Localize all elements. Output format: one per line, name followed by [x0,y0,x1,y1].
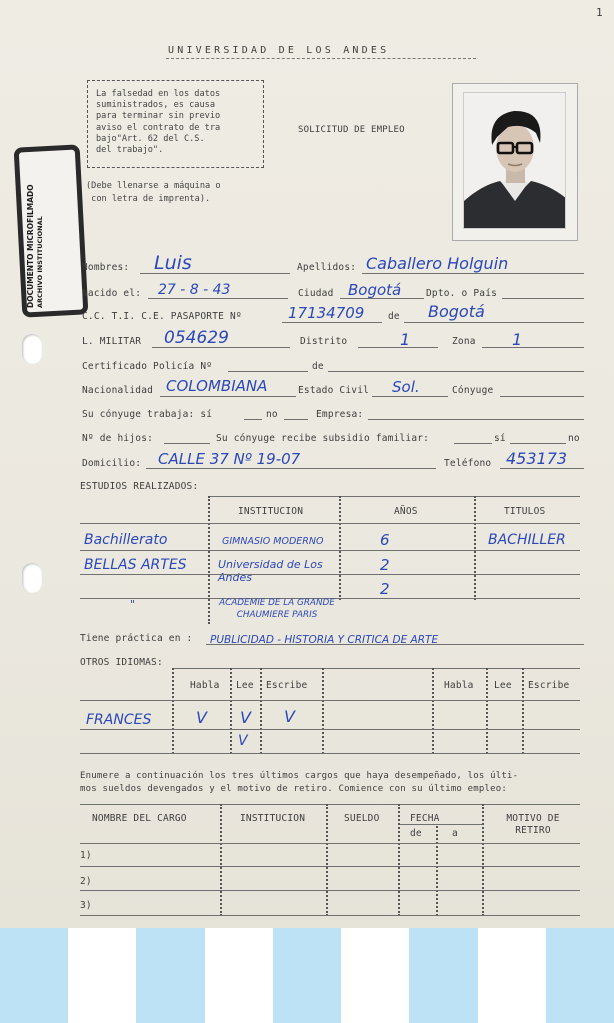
zona-line [482,347,584,348]
domicilio-value: CALLE 37 Nº 19-07 [158,450,301,468]
nacionalidad-label: Nacionalidad [82,385,154,396]
idiomas-header-lee-2: Lee [494,680,512,691]
punch-hole-bottom [22,563,42,593]
idiomas-row-1-habla: V [196,708,207,727]
apellidos-label: Apellidos: [297,262,357,273]
empresa-line [368,419,584,420]
cargos-col-divider-4 [482,804,484,916]
idiomas-row-1-rule [80,729,580,730]
stripe [205,928,273,1023]
cargos-fecha-rule [400,824,482,825]
nombres-value: Luis [154,252,192,274]
cargos-intro-line-1: Enumere a continuación los tres últimos cargos que haya desempeñado, los últi- [80,771,519,781]
nacido-value: 27 - 8 - 43 [158,282,231,298]
nacido-label: Nacido el: [82,288,142,299]
cargos-header-rule [80,843,580,844]
idiomas-col-divider-3 [260,668,262,754]
estudios-row-2-rule [80,574,580,575]
cargos-row-1: 1) [80,850,92,861]
cargos-header-nombre: NOMBRE DEL CARGO [92,813,187,824]
cargos-row-3-rule [80,915,580,916]
cargos-header-institucion: INSTITUCION [240,813,306,824]
conyuge-label: Cónyuge [452,385,494,396]
idiomas-header-rule [80,700,580,701]
cargos-row-1-rule [80,866,580,867]
idiomas-header-habla-2: Habla [444,680,474,691]
cargos-header-sueldo: SUELDO [344,813,380,824]
idiomas-header-escribe-1: Escribe [266,680,308,691]
distrito-value: 1 [400,330,411,349]
zona-value: 1 [512,330,523,349]
documento-value: 17134709 [288,304,365,322]
estado-civil-value: Sol. [392,378,420,396]
cargos-row-2: 2) [80,876,92,887]
nombres-label: Nombres: [82,262,130,273]
ciudad-value: Bogotá [348,281,402,299]
conyuge-trabaja-label: Su cónyuge trabaja: sí [82,409,213,420]
estudios-top-rule [208,496,580,497]
estudios-row-2-anos: 2 [380,556,390,574]
estudios-heading: ESTUDIOS REALIZADOS: [80,481,199,492]
form-title: SOLICITUD DE EMPLEO [298,125,405,135]
cargos-fecha-a: a [452,828,458,839]
stripe [273,928,341,1023]
certificado-label: Certificado Policía Nº [82,361,213,372]
estudios-col-divider-3 [474,496,476,600]
estado-civil-line [372,396,448,397]
idiomas-col-divider-7 [522,668,524,754]
microfilm-stamp-text: DOCUMENTO MICROFILMADO ARCHIVO INSTITUCIONAL [26,184,44,308]
idiomas-heading: OTROS IDIOMAS: [80,657,163,668]
militar-label: L. MILITAR [82,336,142,347]
estudios-header-institucion: INSTITUCION [238,506,304,517]
zona-label: Zona [452,336,476,347]
conyuge-line [500,396,584,397]
conyuge-trabaja-si-line [244,419,262,420]
cargos-col-divider-2 [326,804,328,916]
hijos-line [164,443,210,444]
estudios-header-titulos: TITULOS [504,506,546,517]
cargos-header-fecha: FECHA [410,813,440,824]
idiomas-col-divider-1 [172,668,174,754]
apellidos-value: Caballero Holguin [366,254,509,273]
cargos-row-2-rule [80,890,580,891]
page-corner-mark: 1 [596,6,603,19]
telefono-label: Teléfono [444,458,492,469]
empresa-label: Empresa: [316,409,364,420]
documento-de-value: Bogotá [428,302,485,321]
estudios-col-divider-1 [208,496,210,624]
university-title: UNIVERSIDAD DE LOS ANDES [168,45,390,56]
cargos-col-divider-3 [398,804,400,916]
documento-label: C.C. T.I. C.E. PASAPORTE Nº [82,311,242,322]
idiomas-col-divider-5 [432,668,434,754]
estado-civil-label: Estado Civil [298,385,370,396]
subsidio-no-line [510,443,566,444]
stripe [0,928,68,1023]
apellidos-line [362,273,584,274]
estudios-row-1-anos: 6 [380,531,390,549]
conyuge-trabaja-no-line [284,419,308,420]
certificado-de-line [328,371,584,372]
hijos-label: Nº de hijos: [82,433,154,444]
documento-de-label: de [388,311,400,322]
stripe [136,928,204,1023]
subsidio-label: Su cónyuge recibe subsidio familiar: [216,433,430,444]
idiomas-row-1-lee: V [240,708,251,727]
subsidio-si-label: sí [494,433,506,444]
idiomas-header-escribe-2: Escribe [528,680,570,691]
telefono-value: 453173 [506,449,568,468]
cargos-header-motivo: MOTIVO DE RETIRO [506,813,560,836]
estudios-row-1-nivel: Bachillerato [84,532,168,548]
estudios-col-divider-2 [339,496,341,600]
certificado-line [228,371,308,372]
warning-text: La falsedad en los datos suministrados, es causa para terminar sin previo aviso el contrato de tra bajo"Art. 62 del C.S. del trabajo". [96,89,221,156]
practica-value: PUBLICIDAD - HISTORIA Y CRITICA DE ARTE [210,634,439,646]
domicilio-label: Domicilio: [82,458,142,469]
cargos-fecha-de: de [410,828,422,839]
documento-de-line [404,322,584,323]
subsidio-si-line [454,443,492,444]
estudios-row-2-nivel: BELLAS ARTES [84,557,187,573]
dpto-line [502,298,584,299]
militar-value: 054629 [164,328,229,348]
telefono-line [500,468,584,469]
idiomas-header-lee-1: Lee [236,680,254,691]
estudios-row-4-institucion: ACADEMIE DE LA GRANDE CHAUMIERE PARIS [219,598,335,620]
estudios-header-anos: AÑOS [394,506,418,517]
typewriter-note: (Debe llenarse a máquina o con letra de imprenta). [86,181,221,204]
cargos-col-divider-1 [220,804,222,916]
idiomas-col-divider-2 [230,668,232,754]
idiomas-col-divider-6 [486,668,488,754]
applicant-photo [463,92,566,229]
estudios-row-3-anos: 2 [380,580,390,598]
cargos-row-3: 3) [80,900,92,911]
cargos-col-divider-fecha [436,826,438,916]
cargos-top-rule [80,804,580,805]
idiomas-header-habla-1: Habla [190,680,220,691]
stripe [546,928,614,1023]
practica-label: Tiene práctica en : [80,633,193,644]
estudios-row-4-nivel: " [130,598,136,611]
idiomas-row-2-rule [80,753,580,754]
conyuge-trabaja-no-label: no [266,409,278,420]
nacionalidad-value: COLOMBIANA [166,377,268,395]
certificado-de-label: de [312,361,324,372]
stripe [68,928,136,1023]
estudios-row-2-institucion: Universidad de Los Andes [218,558,323,584]
striped-background-band [0,928,614,1023]
ciudad-label: Ciudad [298,288,334,299]
estudios-row-1-institucion: GIMNASIO MODERNO [222,536,324,547]
estudios-header-rule [80,523,580,524]
punch-hole-top [22,334,42,364]
nacionalidad-line [160,396,296,397]
idiomas-row-1-idioma: FRANCES [86,712,152,728]
cargos-intro-line-2: mos sueldos devengados y el motivo de retiro. Comience con su último empleo: [80,784,508,794]
domicilio-line [146,468,436,469]
stripe [478,928,546,1023]
subsidio-no-label: no [568,433,580,444]
documento-line [282,322,382,323]
nacido-line [148,298,288,299]
idiomas-row-1-escribe: V [284,707,295,726]
portrait-image [464,93,566,229]
stripe [341,928,409,1023]
distrito-line [358,347,438,348]
idiomas-extra-mark: V [238,733,248,749]
dpto-label: Dpto. o País [426,288,498,299]
title-rule [166,58,476,59]
idiomas-top-rule [172,668,580,669]
estudios-row-1-titulo: BACHILLER [488,532,566,548]
distrito-label: Distrito [300,336,348,347]
idiomas-col-divider-4 [322,668,324,754]
stripe [409,928,477,1023]
estudios-row-1-rule [80,550,580,551]
